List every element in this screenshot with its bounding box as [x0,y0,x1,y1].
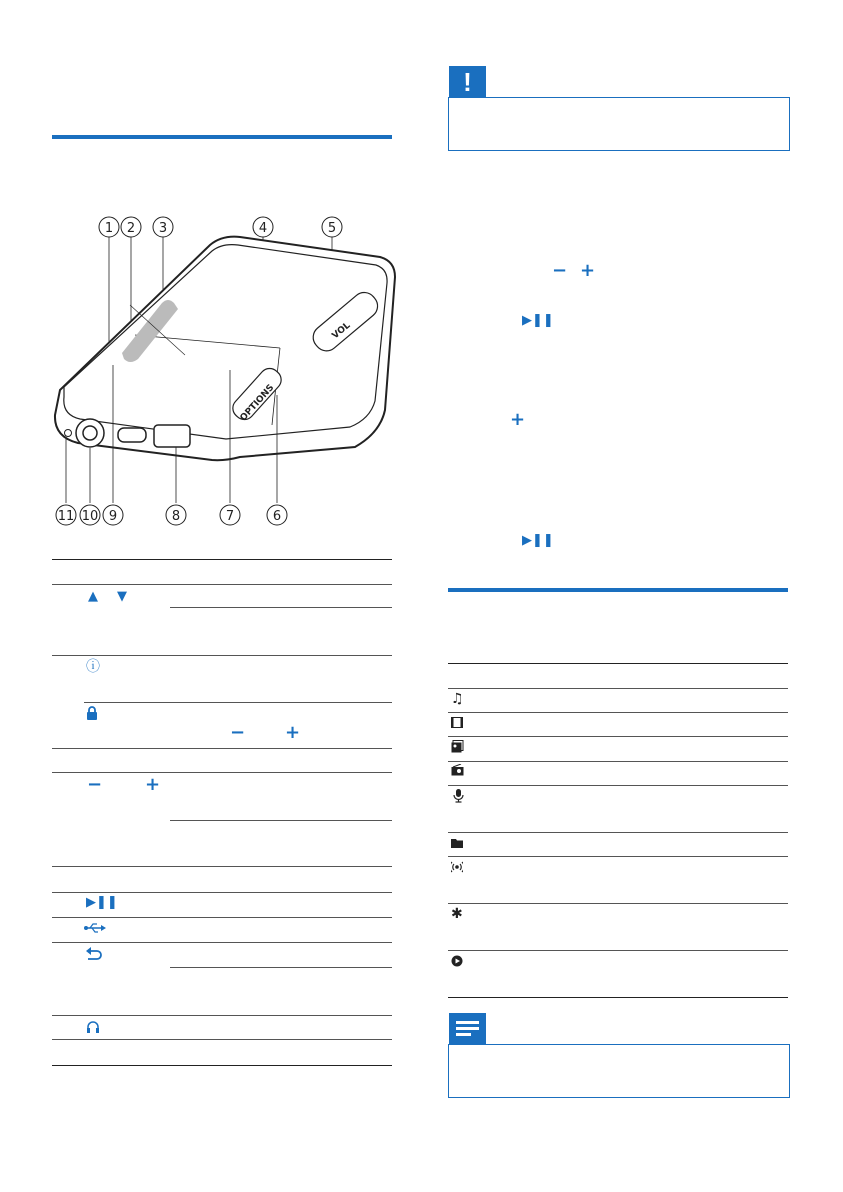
svg-text:VOL: VOL [330,320,353,342]
svg-text:7: 7 [225,509,235,524]
left-table-top-rule [52,559,392,560]
callout-11 [56,437,76,525]
svg-text:10: 10 [81,509,99,524]
minus-icon: − [230,722,246,743]
svg-text:8: 8 [171,509,181,524]
triangle-up-icon: ▲ [88,589,98,604]
plus-icon: + [510,409,526,430]
svg-text:6: 6 [272,509,282,524]
film-icon [451,717,463,728]
right-table-bottom-rule [448,997,788,998]
now-playing-icon [451,955,463,967]
broadcast-icon [451,861,463,873]
left-table-bottom-rule [52,1065,392,1066]
note-badge [449,1013,486,1045]
triangle-down-icon: ▼ [117,589,127,604]
gear-icon: ✱ [451,906,463,922]
plus-icon: + [285,722,301,743]
minus-icon: − [552,260,568,281]
note-icon [449,1013,486,1045]
svg-text:1: 1 [104,221,114,236]
minus-icon: − [87,774,103,795]
picture-icon [451,740,464,753]
device-diagram [50,205,400,535]
caution-box [448,97,790,151]
exclamation-icon: ! [463,67,472,97]
microphone-icon [453,789,464,803]
svg-text:3: 3 [158,221,168,236]
svg-text:4: 4 [258,221,268,236]
lock-icon [86,706,98,720]
caution-badge [449,66,486,98]
device-body [55,237,395,461]
callout-10 [80,448,100,525]
power-icon: ⓘ [86,659,100,675]
callout-1 [99,217,119,355]
plus-icon: + [580,260,596,281]
section-rule-left [52,135,392,139]
usb-icon [84,922,106,934]
plus-icon: + [145,774,161,795]
svg-text:9: 9 [108,509,118,524]
back-icon [86,947,102,961]
headphones-icon [86,1020,100,1034]
play-pause-icon: ▶❚❚ [522,313,554,328]
section-rule-right [448,588,788,592]
callout-8 [166,447,186,525]
svg-text:OPTIONS: OPTIONS [238,382,277,424]
note-box [448,1044,790,1098]
svg-text:11: 11 [57,509,75,524]
play-pause-icon: ▶❚❚ [522,533,554,548]
right-table-top-rule [448,663,788,664]
music-note-icon: ♫ [451,691,464,707]
folder-icon [451,838,463,848]
svg-text:2: 2 [126,221,136,236]
play-pause-icon: ▶❚❚ [86,895,118,910]
svg-text:5: 5 [327,221,337,236]
radio-icon [451,764,464,776]
